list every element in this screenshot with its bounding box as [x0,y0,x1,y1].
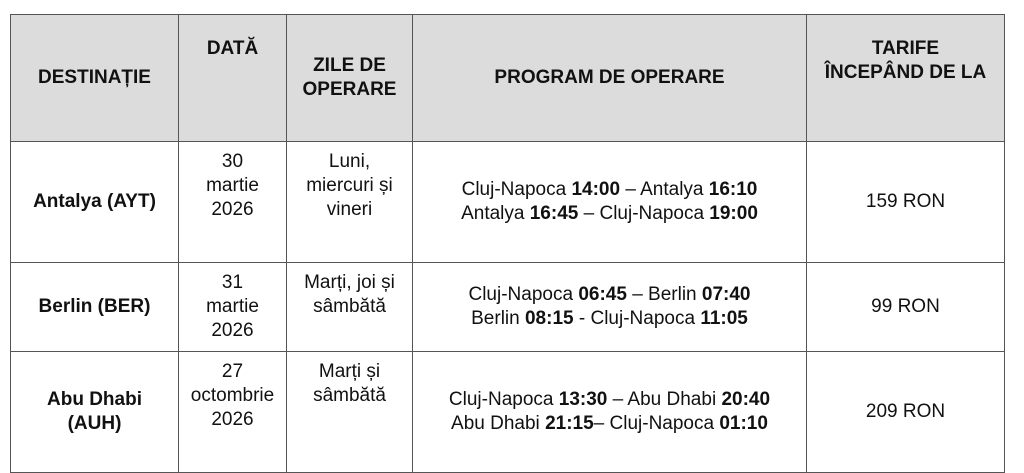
price-cell: 99 RON [807,263,1005,352]
header-price-label: TARIFE ÎNCEPÂND DE LA [824,38,987,83]
days-text: Marți, joi și sâmbătă [304,272,395,317]
days-cell [287,142,413,263]
schedule-cell [413,142,807,263]
schedule-cell [413,352,807,473]
price-cell: 159 RON [807,142,1005,263]
date-text: 31 martie 2026 [206,272,259,341]
header-destination: DESTINAȚIE [11,15,179,142]
schedule-return: Berlin 08:15 - Cluj-Napoca 11:05 [471,308,748,329]
destination-cell: Antalya (AYT) [11,142,179,263]
date-text: 27 octombrie 2026 [190,361,275,430]
schedule-return: Abu Dhabi 21:15– Cluj-Napoca 01:10 [451,413,768,434]
header-price [807,15,1005,142]
days-cell [287,263,413,352]
schedule-cell [413,263,807,352]
date-text: 30 martie 2026 [206,151,259,220]
schedule-outbound: Cluj-Napoca 13:30 – Abu Dhabi 20:40 [448,389,771,410]
date-cell [179,352,287,473]
days-cell [287,352,413,473]
price-cell: 209 RON [807,352,1005,473]
flights-table [10,14,1005,473]
destination-cell: Berlin (BER) [11,263,179,352]
date-cell [179,142,287,263]
header-schedule: PROGRAM DE OPERARE [413,15,807,142]
schedule-outbound: Cluj-Napoca 14:00 – Antalya 16:10 [461,179,758,200]
table-row [11,142,1005,263]
header-row [11,15,1005,142]
days-text: Luni, miercuri și vineri [306,151,393,220]
date-cell [179,263,287,352]
header-date: DATĂ [179,15,287,142]
destination-cell [11,352,179,473]
table-row [11,352,1005,473]
schedule-outbound: Cluj-Napoca 06:45 – Berlin 07:40 [468,284,751,305]
destination-text: Abu Dhabi (AUH) [47,389,142,434]
header-operating-days [287,15,413,142]
days-text: Marți și sâmbătă [313,361,386,406]
schedule-return: Antalya 16:45 – Cluj-Napoca 19:00 [461,203,758,224]
header-operating-days-label: ZILE DE OPERARE [302,55,397,100]
table-row [11,263,1005,352]
